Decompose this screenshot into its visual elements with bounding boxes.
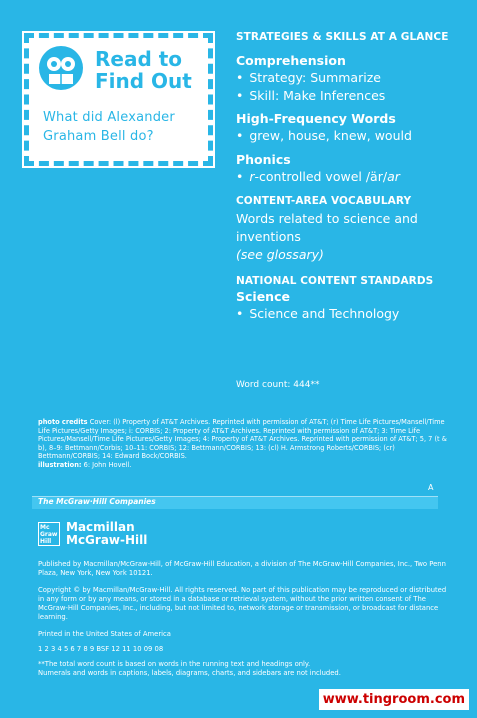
publisher-bar-text: The McGraw·Hill Companies <box>38 497 156 506</box>
publisher-line-2: McGraw-Hill <box>66 533 148 547</box>
word-count: Word count: 444** <box>236 380 320 390</box>
phonics-ar: ar <box>387 169 400 184</box>
phonics-item <box>236 168 466 186</box>
read-to-find-out-box <box>24 33 213 166</box>
vocab-line-3: (see glossary) <box>236 247 324 262</box>
phonics-rest: -controlled vowel /är/ <box>254 169 388 184</box>
footnote-line-1: **The total word count is based on words in the running text and headings only. <box>38 660 311 668</box>
comprehension-item: • Strategy: Summarize <box>236 69 466 87</box>
standards-item: • Science and Technology <box>236 305 466 323</box>
published-by: Published by Macmillan/McGraw-Hill, of McGraw-Hill Education, a division of The McGraw-Hill Companies, Inc., Two Penn Plaza, New York, New York 10121. <box>38 560 446 577</box>
standards-sub: Science <box>236 289 290 304</box>
footnote-line-2: Numerals and words in captions, labels, diagrams, charts, and sidebars are not included. <box>38 669 341 677</box>
illustration-label: illustration: <box>38 460 82 469</box>
illustration-text: 6: John Hovell. <box>81 460 132 469</box>
vocab-heading: CONTENT-AREA VOCABULARY <box>236 195 412 207</box>
phonics-r: r <box>249 169 255 184</box>
edition-letter: A <box>428 483 434 492</box>
question-line-1: What did Alexander <box>43 110 175 125</box>
photo-credits-text: Cover: (l) Property of AT&T Archives. Reprinted with permission of AT&T; (r) Time Life Pictures/Mansell/Time Life Pictures/Getty Images; i: CORBIS; 2: Property of AT&T Archives. Reprinted with permission of AT&T; 3: Time Life Pictures/Mansell/Time Life Pictures/Getty Images; 4: Property of AT&T Archives. Reprinted with permission of AT&T; 5, 7 (t & b), 8–9: Bettmann/Corbis; 10–11: CORBIS; 12: Bettmann/CORBIS; 13: (cl) H. Armstrong Roberts/CORBIS; (cr) Bettmann/CORBIS; 14: Edward Bock/CORBIS. <box>38 418 447 461</box>
owl-reader-icon <box>37 44 85 92</box>
copyright: Copyright © by Macmillan/McGraw-Hill. All rights reserved. No part of this publication may be reproduced or distributed in any form or by any means, or stored in a database or retrieval system, without the prior written consent of The McGraw-Hill Companies, Inc., including, but not limited to, network storage or transmission, or broadcast for distance learning. <box>38 586 447 621</box>
hf-item: • grew, house, knew, would <box>236 127 466 145</box>
read-box-title <box>95 48 207 92</box>
vocab-line-1: Words related to science and <box>236 211 418 226</box>
read-box-question <box>43 108 208 146</box>
logo-hill: Hill <box>40 538 52 545</box>
phonics-heading: Phonics <box>236 152 291 167</box>
logo-graw: Graw <box>40 531 58 538</box>
photo-credits <box>38 418 448 470</box>
photo-credits-label: photo credits <box>38 418 88 426</box>
title-line-2: Find Out <box>95 69 192 93</box>
print-numbers: 1 2 3 4 5 6 7 8 9 BSF 12 11 10 09 08 <box>38 645 164 653</box>
publisher-line-1: Macmillan <box>66 520 135 534</box>
vocab-line-2: inventions <box>236 229 301 244</box>
watermark: www.tingroom.com <box>319 689 469 710</box>
comprehension-heading: Comprehension <box>236 53 346 68</box>
printed-in: Printed in the United States of America <box>38 630 171 638</box>
logo-mc: Mc <box>40 524 50 531</box>
hf-heading: High-Frequency Words <box>236 111 396 126</box>
footnote <box>38 660 448 678</box>
question-line-2: Graham Bell do? <box>43 129 154 144</box>
publisher-name <box>66 521 147 547</box>
title-line-1: Read to <box>95 47 183 71</box>
glance-heading: STRATEGIES & SKILLS AT A GLANCE <box>236 31 449 43</box>
standards-heading: NATIONAL CONTENT STANDARDS <box>236 275 434 287</box>
comprehension-item: • Skill: Make Inferences <box>236 87 466 105</box>
mcgraw-hill-logo <box>38 522 60 546</box>
